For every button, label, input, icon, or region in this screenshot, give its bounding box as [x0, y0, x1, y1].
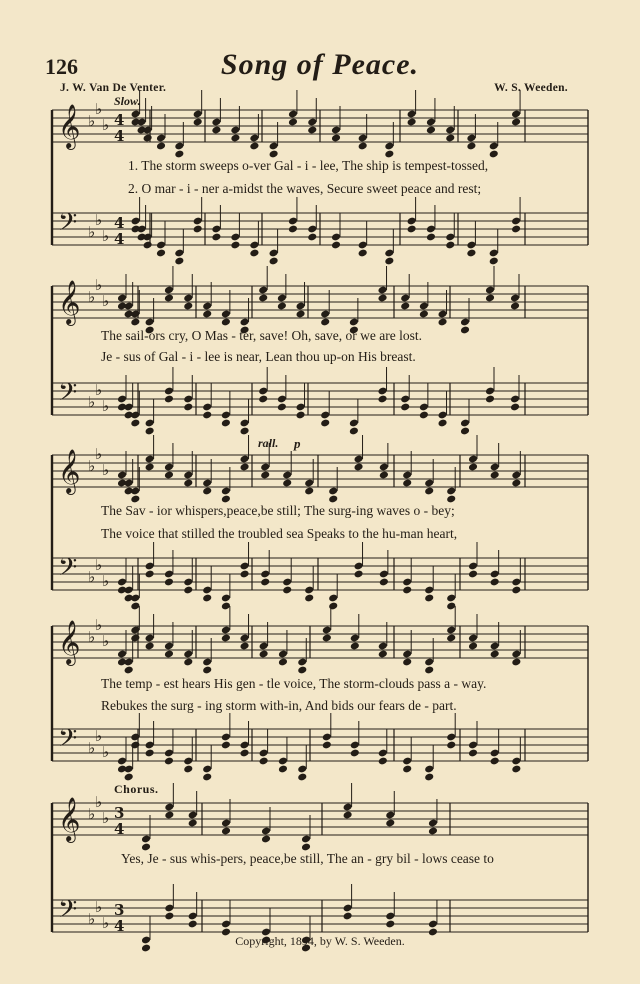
note-head [353, 463, 363, 472]
note-head [202, 594, 212, 603]
composer-credit: W. S. Weeden. [494, 82, 568, 94]
note-head [445, 134, 455, 143]
note-head [164, 912, 174, 921]
flat-icon: ♭ [102, 632, 110, 650]
note-head [145, 749, 155, 758]
note-head [259, 650, 269, 659]
note-head [277, 403, 287, 412]
note-head [358, 249, 368, 258]
time-signature-top: 4 [114, 214, 125, 232]
note-head [385, 920, 395, 929]
note-head [261, 835, 271, 844]
system-3-verse-2: The voice that stilled the troubled sea Speaks to the hu-man heart, [101, 526, 458, 541]
note-head [259, 757, 269, 766]
note-head [297, 773, 307, 782]
note-head [278, 765, 288, 774]
flat-icon: ♭ [102, 292, 110, 310]
note-head [379, 471, 389, 480]
note-head [258, 395, 268, 404]
copyright-notice: Copyright, 1894, by W. S. Weeden. [235, 934, 405, 948]
note-head [466, 142, 476, 151]
note-head [277, 302, 287, 311]
note-head [164, 395, 174, 404]
note-head [460, 326, 470, 335]
note-head [239, 427, 249, 436]
flat-icon: ♭ [95, 381, 103, 399]
flat-icon: ♭ [95, 727, 103, 745]
treble-clef-icon: 𝄞 [58, 620, 81, 664]
tempo-mark: Slow. [114, 94, 141, 108]
system-2-verse-1: The sail-ors cry, O Mas - ter, save! Oh, save, or we are lost. [101, 328, 422, 343]
system-4-verse-1: The temp - est hears His gen - tle voice, The storm-clouds pass a - way. [101, 676, 487, 691]
note-head [378, 757, 388, 766]
note-head [350, 749, 360, 758]
note-head [468, 642, 478, 651]
note-head [188, 819, 198, 828]
flat-icon: ♭ [95, 445, 103, 463]
note-head [143, 241, 153, 250]
note-head [130, 318, 140, 327]
flat-icon: ♭ [88, 739, 96, 757]
note-head [328, 602, 338, 611]
note-head [466, 249, 476, 258]
bass-clef-icon: 𝄢 [58, 378, 78, 413]
note-head [249, 249, 259, 258]
note-head [297, 666, 307, 675]
note-head [385, 819, 395, 828]
flat-icon: ♭ [102, 914, 110, 932]
time-signature-bottom: 4 [114, 230, 125, 248]
note-head [295, 411, 305, 420]
note-head [221, 634, 231, 643]
flat-icon: ♭ [88, 568, 96, 586]
time-signature-top: 3 [114, 901, 125, 919]
treble-clef-icon: 𝄞 [58, 104, 81, 148]
note-head [164, 757, 174, 766]
note-head [402, 479, 412, 488]
note-head [230, 241, 240, 250]
note-head [304, 594, 314, 603]
time-signature-bottom: 4 [114, 127, 125, 145]
note-head [183, 658, 193, 667]
note-head [202, 487, 212, 496]
note-head [468, 570, 478, 579]
note-head [221, 318, 231, 327]
note-head [288, 225, 298, 234]
flat-icon: ♭ [88, 223, 96, 241]
note-head [124, 666, 134, 675]
note-head [510, 403, 520, 412]
note-head [156, 142, 166, 151]
note-head [164, 471, 174, 480]
note-head [358, 142, 368, 151]
note-head [377, 294, 387, 303]
note-head [446, 741, 456, 750]
note-head [419, 411, 429, 420]
note-head [239, 570, 249, 579]
note-head [511, 765, 521, 774]
note-head [202, 411, 212, 420]
rall-mark: rall. [258, 436, 279, 450]
note-head [130, 741, 140, 750]
flat-icon: ♭ [88, 457, 96, 475]
time-signature-bottom: 4 [114, 820, 125, 838]
note-head [282, 479, 292, 488]
bass-clef-icon: 𝄢 [58, 724, 78, 759]
note-head [156, 249, 166, 258]
note-head [343, 912, 353, 921]
note-head [145, 642, 155, 651]
note-head [278, 658, 288, 667]
note-head [269, 257, 279, 266]
note-head [407, 225, 417, 234]
note-head [295, 310, 305, 319]
note-head [239, 463, 249, 472]
note-head [145, 463, 155, 472]
note-head [424, 594, 434, 603]
note-head [489, 257, 499, 266]
bass-clef-icon: 𝄢 [58, 895, 78, 930]
treble-clef-icon: 𝄞 [58, 797, 81, 841]
time-signature-top: 4 [114, 111, 125, 129]
note-head [490, 471, 500, 480]
note-head [343, 811, 353, 820]
note-head [378, 650, 388, 659]
flat-icon: ♭ [102, 572, 110, 590]
note-head [320, 318, 330, 327]
system-2-verse-2: Je - sus of Gal - i - lee is near, Lean thou up-on His breast. [101, 349, 416, 364]
note-head [124, 773, 134, 782]
flat-icon: ♭ [102, 461, 110, 479]
note-head [400, 403, 410, 412]
flat-icon: ♭ [102, 809, 110, 827]
flat-icon: ♭ [95, 556, 103, 574]
note-head [510, 302, 520, 311]
note-head [489, 150, 499, 159]
note-head [307, 233, 317, 242]
flat-icon: ♭ [88, 112, 96, 130]
hymn-title: Song of Peace. [220, 48, 420, 81]
note-head [511, 479, 521, 488]
note-head [353, 570, 363, 579]
note-head [426, 126, 436, 135]
note-head [145, 570, 155, 579]
flat-icon: ♭ [88, 805, 96, 823]
note-head [183, 479, 193, 488]
system-3-verse-1: The Sav - ior whispers,peace,be still; The surg-ing waves o - bey; [101, 503, 455, 518]
system-4-verse-2: Rebukes the surg - ing storm with-in, And bids our fears de - part. [101, 698, 457, 713]
note-head [490, 578, 500, 587]
note-head [377, 395, 387, 404]
flat-icon: ♭ [88, 393, 96, 411]
note-head [424, 487, 434, 496]
note-head [490, 757, 500, 766]
note-head [164, 578, 174, 587]
time-signature-bottom: 4 [114, 917, 125, 935]
note-head [485, 294, 495, 303]
flat-icon: ♭ [88, 910, 96, 928]
flat-icon: ♭ [88, 628, 96, 646]
note-head [193, 225, 203, 234]
chorus-label: Chorus. [114, 782, 159, 796]
lyricist-credit: J. W. Van De Venter. [60, 82, 167, 94]
note-head [239, 749, 249, 758]
note-head [258, 294, 268, 303]
note-head [307, 126, 317, 135]
note-head [437, 419, 447, 428]
note-head [183, 586, 193, 595]
note-head [164, 294, 174, 303]
note-head [143, 134, 153, 143]
note-head [145, 427, 155, 436]
note-head [511, 658, 521, 667]
note-head [282, 586, 292, 595]
note-head [183, 765, 193, 774]
note-head [419, 310, 429, 319]
flat-icon: ♭ [95, 616, 103, 634]
note-head [331, 134, 341, 143]
page-number: 126 [45, 54, 78, 79]
note-head [468, 749, 478, 758]
note-head [320, 419, 330, 428]
flat-icon: ♭ [88, 288, 96, 306]
note-head [490, 650, 500, 659]
note-head [183, 302, 193, 311]
system-1-verse-1: 1. The storm sweeps o-ver Gal - i - lee, The ship is tempest-tossed, [128, 158, 489, 173]
note-head [211, 233, 221, 242]
bass-clef-icon: 𝄢 [58, 208, 78, 243]
note-head [468, 463, 478, 472]
note-head [183, 403, 193, 412]
note-head [384, 257, 394, 266]
flat-icon: ♭ [95, 898, 103, 916]
flat-icon: ♭ [102, 743, 110, 761]
note-head [511, 118, 521, 127]
chorus-verse-1: Yes, Je - sus whis-pers, peace,be still, The an - gry bil - lows cease to [121, 851, 494, 866]
flat-icon: ♭ [95, 100, 103, 118]
note-head [221, 827, 231, 836]
flat-icon: ♭ [95, 276, 103, 294]
note-head [164, 650, 174, 659]
note-head [437, 318, 447, 327]
note-head [400, 302, 410, 311]
note-head [260, 578, 270, 587]
flat-icon: ♭ [102, 397, 110, 415]
note-head [349, 427, 359, 436]
note-head [379, 578, 389, 587]
bass-clef-icon: 𝄢 [58, 553, 78, 588]
note-head [445, 241, 455, 250]
note-head [211, 126, 221, 135]
note-head [249, 142, 259, 151]
note-head [193, 118, 203, 127]
dynamic-mark: p [294, 436, 301, 451]
note-head [260, 471, 270, 480]
note-head [402, 765, 412, 774]
note-head [164, 811, 174, 820]
note-head [424, 773, 434, 782]
note-head [407, 118, 417, 127]
note-head [202, 773, 212, 782]
note-head [239, 642, 249, 651]
note-head [350, 642, 360, 651]
note-head [304, 487, 314, 496]
note-head [230, 134, 240, 143]
treble-clef-icon: 𝄞 [58, 449, 81, 493]
note-head [188, 920, 198, 929]
note-head [460, 427, 470, 436]
system-1-verse-2: 2. O mar - i - ner a-midst the waves, Secure sweet peace and rest; [128, 181, 482, 196]
note-head [202, 666, 212, 675]
note-head [202, 310, 212, 319]
flat-icon: ♭ [95, 793, 103, 811]
note-head [511, 225, 521, 234]
flat-icon: ♭ [102, 116, 110, 134]
flat-icon: ♭ [102, 227, 110, 245]
note-head [511, 586, 521, 595]
note-head [331, 241, 341, 250]
time-signature-top: 3 [114, 804, 125, 822]
note-head [428, 827, 438, 836]
note-head [402, 586, 412, 595]
flat-icon: ♭ [95, 211, 103, 229]
note-head [130, 419, 140, 428]
treble-clef-icon: 𝄞 [58, 280, 81, 324]
note-head [174, 257, 184, 266]
note-head [322, 741, 332, 750]
note-head [221, 741, 231, 750]
note-head [130, 634, 140, 643]
note-head [446, 634, 456, 643]
note-head [221, 419, 231, 428]
note-head [322, 634, 332, 643]
note-head [288, 118, 298, 127]
note-head [402, 658, 412, 667]
note-head [485, 395, 495, 404]
note-head [426, 233, 436, 242]
note-head [424, 666, 434, 675]
